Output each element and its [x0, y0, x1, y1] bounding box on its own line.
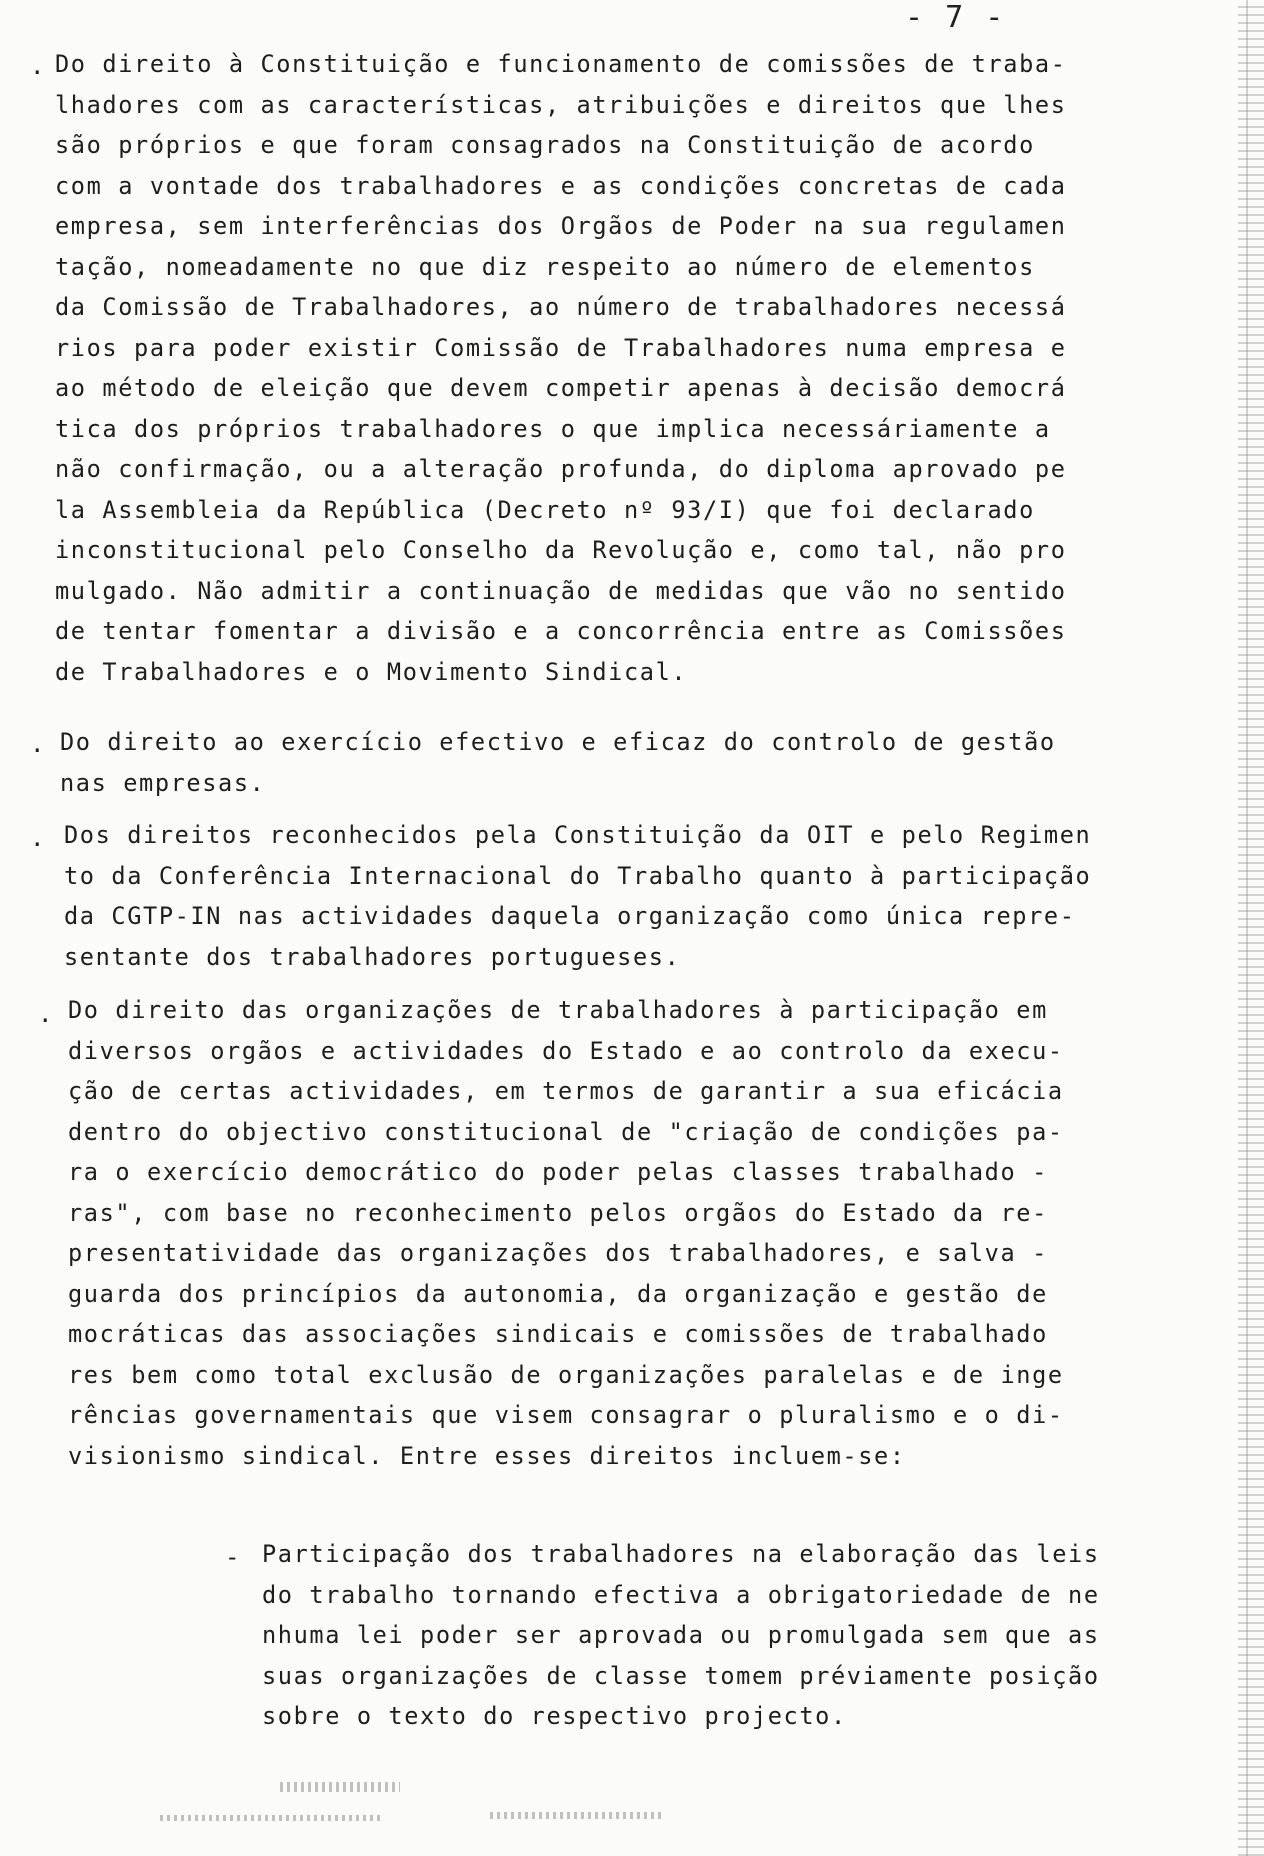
text-line: rios para poder existir Comissão de Trabalhadores numa empresa e	[55, 333, 1067, 362]
text-line: ao método de eleição que devem competir apenas à decisão democrá	[55, 374, 1067, 402]
text-line: mocráticas das associações sindicais e comissões de trabalhado	[68, 1320, 1048, 1348]
text-line: nas empresas.	[60, 768, 266, 797]
text-line: da CGTP-IN nas actividades daquela organização como única repre-	[64, 902, 1076, 930]
paragraph-state-participation	[68, 990, 1064, 1476]
text-line: ra o exercício democrático do poder pelas classes trabalhado -	[68, 1158, 1048, 1186]
text-line: Dos direitos reconhecidos pela Constituição da OIT e pelo Regimen	[64, 821, 1092, 849]
paragraph-oit-rights	[64, 815, 1091, 977]
text-line: presentatividade das organizações dos trabalhadores, e salva -	[68, 1239, 1048, 1267]
text-line: de Trabalhadores e o Movimento Sindical.	[55, 657, 688, 686]
text-line: guarda dos princípios da autonomia, da organização e gestão de	[68, 1279, 1048, 1308]
dash-marker: -	[225, 1543, 240, 1571]
subitem-labour-law-participation	[262, 1534, 1100, 1737]
text-line: suas organizações de classe tomem préviamente posição	[262, 1661, 1100, 1690]
text-line: tação, nomeadamente no que diz respeito ao número de elementos	[55, 252, 1035, 281]
text-line: tica dos próprios trabalhadores o que implica necessáriamente a	[55, 414, 1051, 443]
scan-edge-artifact	[1238, 0, 1264, 1856]
text-line: diversos orgãos e actividades do Estado e ao controlo da execu-	[68, 1036, 1064, 1065]
text-line: ras", com base no reconhecimento pelos orgãos do Estado da re-	[68, 1198, 1048, 1227]
text-line: Participação dos trabalhadores na elaboração das leis	[262, 1540, 1100, 1568]
scan-smudge	[490, 1812, 665, 1819]
text-line: visionismo sindical. Entre esses direitos incluem-se:	[68, 1441, 906, 1470]
text-line: sobre o texto do respectivo projecto.	[262, 1702, 847, 1730]
text-line: sentante dos trabalhadores portugueses.	[64, 942, 681, 971]
bullet-marker: .	[30, 730, 45, 758]
bullet-marker: .	[30, 52, 45, 80]
scan-smudge	[160, 1815, 380, 1821]
text-line: nhuma lei poder ser aprovada ou promulgada sem que as	[262, 1621, 1100, 1649]
page-number: - 7 -	[905, 0, 1006, 35]
text-line: não confirmação, ou a alteração profunda, do diploma aprovado pe	[55, 455, 1067, 483]
text-line: inconstitucional pelo Conselho da Revolução e, como tal, não pro	[55, 536, 1067, 564]
text-line: res bem como total exclusão de organizações paralelas e de inge	[68, 1360, 1064, 1389]
text-line: Do direito à Constituição e funcionamento de comissões de traba-	[55, 50, 1067, 78]
bullet-marker: .	[30, 824, 45, 852]
text-line: rências governamentais que visem consagrar o pluralismo e o di-	[68, 1401, 1064, 1429]
text-line: lhadores com as características, atribuições e direitos que lhes	[55, 90, 1067, 119]
text-line: empresa, sem interferências dos Orgãos de Poder na sua regulamen	[55, 212, 1067, 240]
text-line: Do direito ao exercício efectivo e eficaz do controlo de gestão	[60, 728, 1056, 756]
text-line: da Comissão de Trabalhadores, ao número de trabalhadores necessá	[55, 293, 1067, 321]
text-line: la Assembleia da República (Decreto nº 93/I) que foi declarado	[55, 495, 1035, 524]
paragraph-worker-commissions	[55, 44, 1067, 692]
text-line: de tentar fomentar a divisão e a concorrência entre as Comissões	[55, 617, 1067, 645]
paragraph-management-control	[60, 722, 1056, 803]
text-line: dentro do objectivo constitucional de "criação de condições pa-	[68, 1117, 1064, 1146]
text-line: ção de certas actividades, em termos de garantir a sua eficácia	[68, 1077, 1064, 1105]
text-line: Do direito das organizações de trabalhadores à participação em	[68, 996, 1048, 1024]
text-line: do trabalho tornando efectiva a obrigatoriedade de ne	[262, 1580, 1100, 1609]
text-line: to da Conferência Internacional do Trabalho quanto à participação	[64, 861, 1092, 890]
text-line: com a vontade dos trabalhadores e as condições concretas de cada	[55, 171, 1067, 200]
text-line: são próprios e que foram consagrados na Constituição de acordo	[55, 131, 1035, 159]
scan-smudge	[280, 1782, 400, 1792]
text-line: mulgado. Não admitir a continuação de medidas que vão no sentido	[55, 576, 1067, 605]
bullet-marker: .	[38, 1000, 53, 1028]
